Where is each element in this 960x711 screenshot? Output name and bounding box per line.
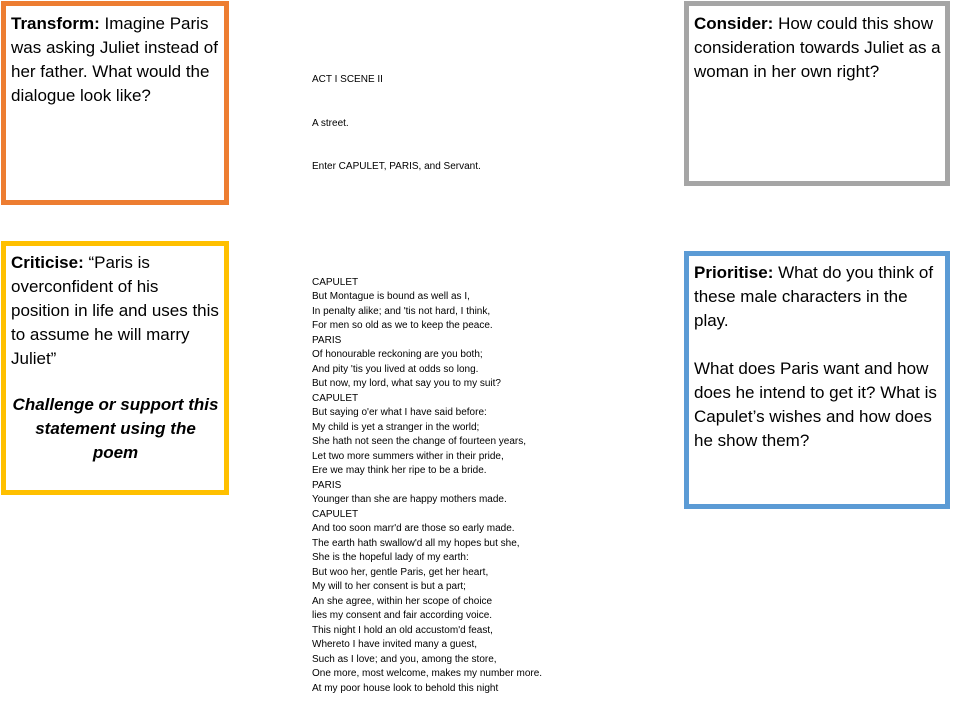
criticise-box [1, 241, 229, 495]
scene-line: Whereto I have invited many a guest, [312, 639, 478, 650]
scene-line: Let two more summers wither in their pride, [312, 450, 504, 462]
scene-line: Of honourable reckoning are you both; [312, 349, 483, 360]
consider-text: How could this show consideration towards Juliet as a woman in her own right? [694, 14, 941, 81]
scene-line: She is the hopeful lady of my earth: [312, 552, 469, 563]
scene-line: CAPULET [312, 508, 359, 520]
criticise-challenge: Challenge or support this statement using the poem [12, 395, 219, 462]
scene-line: lies my consent and fair according voice. [312, 610, 493, 621]
prioritise-label: Prioritise: [694, 263, 774, 282]
prioritise-prompt [694, 261, 941, 333]
criticise-prompt [11, 251, 220, 371]
scene-line: My child is yet a stranger in the world; [312, 421, 480, 433]
transform-label: Transform: [11, 14, 100, 33]
scene-line: And too soon marr'd are those so early made. [312, 523, 515, 534]
scene-line: In penalty alike; and 'tis not hard, I think, [312, 305, 491, 317]
scene-heading [312, 44, 652, 204]
scene-heading-line: ACT I SCENE II [312, 74, 383, 85]
prioritise-questions: What does Paris want and how does he intend to get it? What is Capulet’s wishes and how does he show them? [694, 359, 937, 450]
scene-line: She hath not seen the change of fourteen years, [312, 436, 527, 447]
scene-line: PARIS [312, 334, 342, 346]
consider-box [684, 1, 950, 186]
scene-line: For men so old as we to keep the peace. [312, 320, 493, 331]
criticise-text: “Paris is overconfident of his position in life and uses this to assume he will marry Juliet” [11, 253, 219, 368]
scene-line: But saying o'er what I have said before: [312, 407, 487, 418]
scene-lines [312, 276, 652, 697]
transform-box [1, 1, 229, 205]
scene-line: Younger than she are happy mothers made. [312, 494, 507, 505]
scene-line: CAPULET [312, 392, 359, 404]
scene-line: Ere we may think her ripe to be a bride. [312, 465, 487, 476]
scene-line: One more, most welcome, makes my number more. [312, 668, 543, 679]
scene-line: My will to her consent is but a part; [312, 581, 466, 592]
scene-line: And pity 'tis you lived at odds so long. [312, 363, 479, 375]
prioritise-box [684, 251, 950, 509]
scene-line: At my poor house look to behold this night [312, 682, 499, 694]
consider-label: Consider: [694, 14, 774, 33]
criticise-label: Criticise: [11, 253, 84, 272]
scene-line: But woo her, gentle Paris, get her heart, [312, 566, 489, 578]
scene-line: An she agree, within her scope of choice [312, 595, 493, 607]
scene-heading-line: Enter CAPULET, PARIS, and Servant. [312, 161, 481, 172]
prioritise-text: What do you think of these male characters in the play. [694, 263, 934, 330]
scene-heading-line: A street. [312, 117, 349, 129]
consider-prompt [694, 12, 941, 84]
transform-prompt [11, 12, 220, 108]
scene-line: CAPULET [312, 276, 359, 288]
transform-text: Imagine Paris was asking Juliet instead of her father. What would the dialogue look like? [11, 14, 218, 105]
scene-text [312, 15, 652, 711]
scene-line: Such as I love; and you, among the store, [312, 653, 497, 665]
scene-line: But Montague is bound as well as I, [312, 291, 470, 302]
scene-line: This night I hold an old accustom'd feast, [312, 624, 493, 636]
scene-line: PARIS [312, 479, 342, 491]
scene-gap [312, 233, 652, 247]
scene-line: The earth hath swallow'd all my hopes but she, [312, 537, 520, 549]
scene-line: But now, my lord, what say you to my suit? [312, 378, 501, 389]
